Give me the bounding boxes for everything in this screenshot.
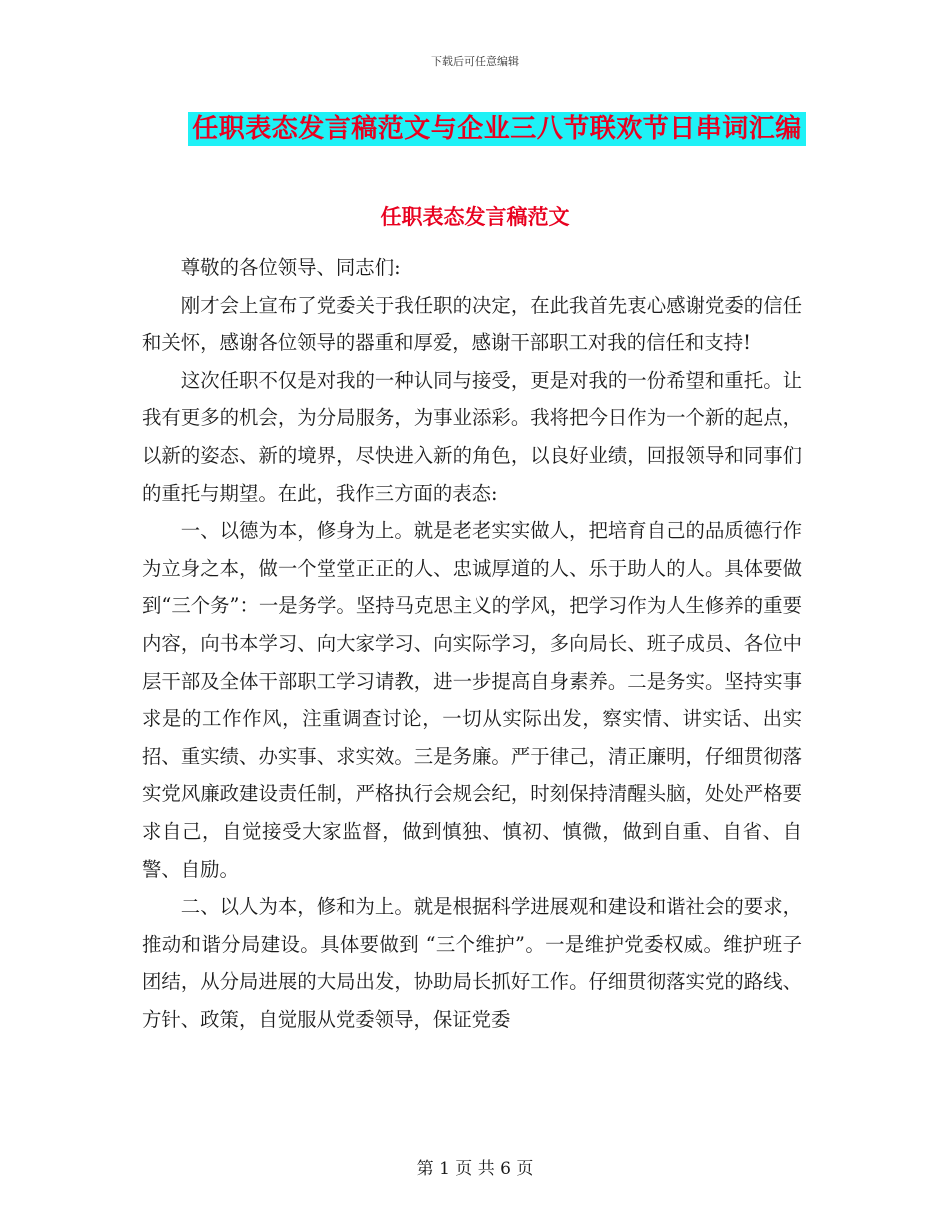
- body-paragraph: 刚才会上宣布了党委关于我任职的决定，在此我首先衷心感谢党委的信任和关怀，感谢各位领导的器重和厚爱，感谢干部职工对我的信任和支持!: [142, 293, 802, 355]
- document-title: 任职表态发言稿范文与企业三八节联欢节日串词汇编: [188, 112, 806, 146]
- body-paragraph: 这次任职不仅是对我的一种认同与接受，更是对我的一份希望和重托。让我有更多的机会，为分局服务，为事业添彩。我将把今日作为一个新的起点，以新的姿态、新的境界，尽快进入新的角色，以良好业绩，回报领导和同事们的重托与期望。在此，我作三方面的表态:: [142, 368, 802, 505]
- section-title: 任职表态发言稿范文: [380, 204, 570, 229]
- salutation-paragraph: 尊敬的各位领导、同志们:: [180, 256, 401, 279]
- page-header-note: 下载后可任意编辑: [431, 55, 519, 68]
- page-number-footer: 第 1 页 共 6 页: [416, 1159, 534, 1179]
- document-title-container: [0, 112, 950, 146]
- body-paragraph: 一、以德为本，修身为上。就是老老实实做人，把培育自己的品质德行作为立身之本，做一个堂堂正正的人、忠诚厚道的人、乐于助人的人。具体要做到“三个务”：一是务学。坚持马克思主义的学风，把学习作为人生修养的重要内容，向书本学习、向大家学习、向实际学习，多向局长、班子成员、各位中层干部及全体干部职工学习请教，进一步提高自身素养。二是务实。坚持实事求是的工作作风，注重调查讨论，一切从实际出发，察实情、讲实话、出实招、重实绩、办实事、求实效。三是务廉。严于律己，清正廉明，仔细贯彻落实党风廉政建设责任制，严格执行会规会纪，时刻保持清醒头脑，处处严格要求自己，自觉接受大家监督，做到慎独、慎初、慎微，做到自重、自省、自警、自励。: [142, 519, 802, 881]
- body-paragraph: 二、以人为本，修和为上。就是根据科学进展观和建设和谐社会的要求，推动和谐分局建设。具体要做到 “三个维护”。一是维护党委权威。维护班子团结，从分局进展的大局出发，协助局长抓好工作。仔细贯彻落实党的路线、方针、政策，自觉服从党委领导，保证党委: [142, 895, 802, 1031]
- document-body: [142, 249, 802, 1038]
